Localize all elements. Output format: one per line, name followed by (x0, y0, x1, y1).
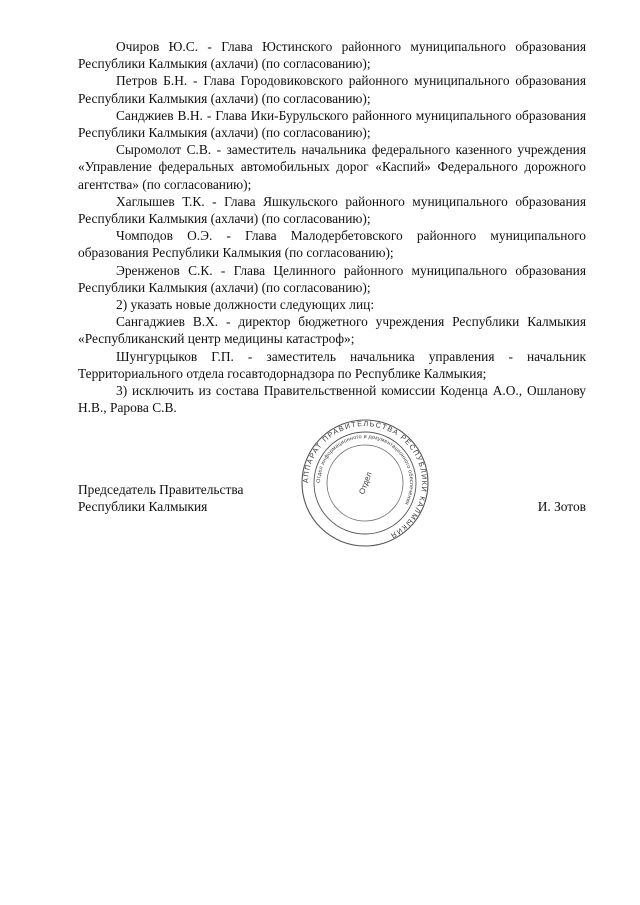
paragraph: 2) указать новые должности следующих лиц: (116, 297, 375, 313)
stamp-inner-text: Отдел информационного и документационного обеспечения (315, 433, 415, 506)
paragraph: Санджиев В.Н. - Глава Ики-Бурульского районного муниципального образования Республики Калмыкия (ахлачи) (по согласованию); (78, 107, 586, 141)
paragraph: Чомподов О.Э. - Глава Малодербетовского районного муниципального образования Республики Калмыкия (по согласованию); (78, 228, 586, 261)
stamp-outer-text: АППАРАТ ПРАВИТЕЛЬСТВА РЕСПУБЛИКИ КАЛМЫКИЯ (300, 418, 430, 541)
signatory-title: Председатель Правительства Республики Калмыкия (78, 482, 244, 515)
paragraph: Эренженов С.К. - Глава Целинного районного муниципального образования Республики Калмыкия (ахлачи) (по согласованию); (78, 262, 586, 295)
paragraph: Хаглышев Т.К. - Глава Яшкульского районного муниципального образования Республики Калмыкия (ахлачи) (по согласованию); (78, 193, 586, 227)
signature-block (78, 481, 586, 515)
paragraph: 3) исключить из состава Правительственной комиссии Коденца А.О., Ошланову Н.В., Рарова С.В. (78, 383, 586, 416)
paragraph: Сангаджиев В.Х. - директор бюджетного учреждения Республики Калмыкия «Республиканский центр медицины катастроф»; (78, 314, 586, 347)
stamp-center-text: Отдел (357, 470, 374, 496)
paragraph: Петров Б.Н. - Глава Городовиковского районного муниципального образования Республики Калмыкия (ахлачи) (по согласованию); (78, 73, 586, 106)
document-body (78, 38, 586, 416)
paragraph: Очиров Ю.С. - Глава Юстинского районного муниципального образования Республики Калмыкия (ахлачи) (по согласованию); (78, 39, 586, 72)
signatory-name: И. Зотов (537, 499, 586, 514)
paragraph: Сыромолот С.В. - заместитель начальника федерального казенного учреждения «Управление федеральных автомобильных дорог «Каспий» Федерального дорожного агентства» (по согласованию); (78, 142, 586, 192)
paragraph: Шунгурцыков Г.П. - заместитель начальника управления - начальник Территориального отдела госавтодорнадзора по Республике Калмыкия; (78, 348, 586, 381)
